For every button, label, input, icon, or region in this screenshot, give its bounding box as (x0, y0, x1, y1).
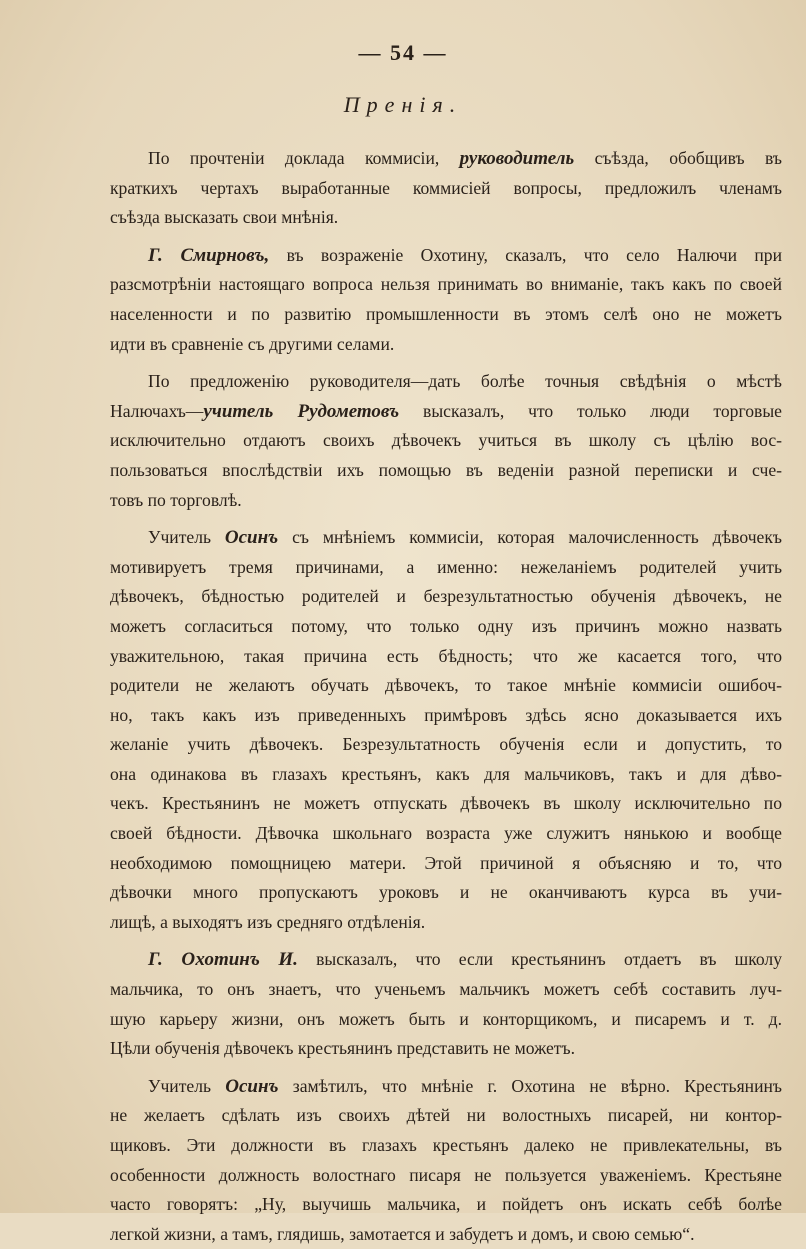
text-line (110, 730, 782, 760)
text-run: въ возраженіе Охотину, сказалъ, что село Налючи при (269, 244, 782, 265)
text-run: Цѣли обученія дѣвочекъ крестьянинъ представить не можетъ. (110, 1038, 575, 1059)
text-line (110, 241, 782, 271)
speaker-name: учитель Рудометовъ (203, 400, 400, 422)
paragraph (110, 144, 782, 233)
text-run: дѣвочекъ, бѣдностью родителей и безрезультатностью обученія дѣвочекъ, не (110, 586, 782, 607)
text-line (110, 523, 782, 553)
speaker-name: Осинъ (224, 527, 279, 549)
paragraph (110, 1072, 782, 1249)
text-run: населенности и по развитію промышленности въ этомъ селѣ оно не можетъ (110, 303, 782, 324)
text-line (110, 1034, 782, 1064)
text-line (110, 908, 782, 938)
text-line (110, 612, 782, 642)
paragraph-gap (110, 1064, 782, 1072)
text-run: съѣзда высказать свои мнѣнія. (110, 207, 339, 228)
paragraph-gap (110, 359, 782, 367)
text-run: щиковъ. Эти должности въ глазахъ крестьянъ далеко не привлекательны, въ (110, 1135, 782, 1155)
text-run: часто говорятъ: „Ну, выучишь мальчика, и пойдетъ онъ искать себѣ болѣе (110, 1194, 782, 1215)
text-line (110, 1161, 782, 1191)
text-run: дѣвочки много пропускаютъ уроковъ и не оканчиваютъ курса въ учи- (110, 882, 782, 903)
text-run: съ мнѣніемъ коммисіи, которая малочисленность дѣвочекъ (278, 527, 782, 548)
text-run: легкой жизни, а тамъ, глядишь, замотается и забудетъ и домъ, и свою семью“. (110, 1223, 695, 1244)
text-line (110, 486, 782, 516)
text-line (110, 1190, 782, 1220)
text-line (110, 367, 782, 397)
text-line (110, 789, 782, 819)
text-run: Налючахъ— (110, 400, 204, 421)
speaker-name: Г. Смирновъ, (148, 244, 270, 266)
text-line (110, 553, 782, 583)
text-run: но, такъ какъ изъ приведенныхъ примѣровъ здѣсь ясно доказывается ихъ (110, 704, 782, 725)
text-run: уважительною, такая причина есть бѣдность; что же касается того, что (110, 645, 782, 666)
text-run: мотивируетъ тремя причинами, а именно: нежеланіемъ родителей учить (110, 556, 782, 577)
text-line (110, 819, 782, 849)
paragraph (110, 367, 782, 515)
speaker-name: руководитель (459, 148, 575, 169)
text-line (110, 760, 782, 790)
text-run: По прочтеніи доклада коммисіи, (148, 148, 460, 168)
text-line (110, 945, 782, 975)
text-line (110, 1072, 782, 1102)
text-line (110, 300, 782, 330)
page-number: — 54 — (358, 40, 448, 65)
body-text (110, 144, 782, 1249)
paragraph-gap (110, 515, 782, 523)
text-run: лищѣ, а выходятъ изъ средняго отдѣленія. (110, 911, 426, 932)
text-line (110, 701, 782, 731)
paragraph (110, 523, 782, 937)
text-run: своей бѣдности. Дѣвочка школьнаго возраста уже служитъ нянькою и вообще (110, 823, 782, 844)
text-run: Учитель (148, 527, 225, 548)
text-run: необходимою помощницею матери. Этой причиной я объясняю и то, что (110, 852, 782, 873)
text-line (110, 203, 782, 233)
text-run: не желаетъ сдѣлать изъ своихъ дѣтей ни волостныхъ писарей, ни контор- (110, 1105, 782, 1126)
text-line (110, 849, 782, 879)
text-line (110, 456, 782, 486)
text-run: съѣзда, обобщивъ въ (574, 148, 782, 168)
paragraph (110, 945, 782, 1063)
text-run: шую карьеру жизни, онъ можетъ быть и конторщикомъ, и писаремъ и т. д. (110, 1008, 782, 1029)
speaker-name: Осинъ (225, 1075, 279, 1097)
text-line (110, 1005, 782, 1035)
text-line (110, 671, 782, 701)
text-line (110, 144, 782, 174)
text-run: замѣтилъ, что мнѣніе г. Охотина не вѣрно. Крестьянинъ (278, 1075, 782, 1096)
text-line (110, 642, 782, 672)
text-run: мальчика, то онъ знаетъ, что ученьемъ мальчикъ можетъ себѣ составить луч- (110, 979, 782, 1000)
paragraph-gap (110, 233, 782, 241)
text-line (110, 174, 782, 204)
text-run: краткихъ чертахъ выработанные коммисіей вопросы, предложилъ членамъ (110, 177, 782, 198)
text-run: исключительно отдаютъ своихъ дѣвочекъ учиться въ школу съ цѣлію вос- (110, 430, 782, 451)
text-run: можетъ согласиться потому, что только одну изъ причинъ можно назвать (110, 615, 782, 636)
section-title: Пренія. (343, 92, 463, 117)
paragraph-gap (110, 937, 782, 945)
text-run: товъ по торговлѣ. (110, 489, 242, 510)
text-line (110, 975, 782, 1005)
text-line (110, 330, 782, 360)
text-line (110, 878, 782, 908)
text-line (110, 1220, 782, 1249)
text-run: чекъ. Крестьянинъ не можетъ отпускать дѣвочекъ въ школу исключительно по (110, 793, 782, 814)
text-run: желаніе учить дѣвочекъ. Безрезультатность обученія если и допустить, то (110, 734, 782, 755)
paragraph (110, 241, 782, 359)
text-run: По предложенію руководителя—дать болѣе точныя свѣдѣнія о мѣстѣ (148, 371, 782, 392)
text-run: Учитель (148, 1075, 226, 1096)
text-line (110, 426, 782, 456)
text-run: она одинакова въ глазахъ крестьянъ, какъ для мальчиковъ, такъ и для дѣво- (110, 763, 782, 784)
text-line (110, 1131, 782, 1161)
text-line (110, 1101, 782, 1131)
text-run: особенности должность волостнаго писаря не пользуется уваженіемъ. Крестьяне (110, 1164, 782, 1185)
text-line (110, 270, 782, 300)
text-run: идти въ сравненіе съ другими селами. (110, 333, 395, 354)
text-run: пользоваться впослѣдствіи ихъ помощью въ веденіи разной переписки и сче- (110, 459, 782, 480)
text-run: родители не желаютъ обучать дѣвочекъ, то такое мнѣніе коммисіи ошибоч- (110, 675, 782, 696)
text-run: высказалъ, что если крестьянинъ отдаетъ въ школу (297, 949, 782, 970)
text-run: высказалъ, что только люди торговые (399, 400, 782, 421)
text-line (110, 582, 782, 612)
text-line (110, 397, 782, 427)
text-run: разсмотрѣніи настоящаго вопроса нельзя принимать во вниманіе, такъ какъ по своей (110, 274, 782, 295)
speaker-name: Г. Охотинъ И. (148, 949, 298, 971)
